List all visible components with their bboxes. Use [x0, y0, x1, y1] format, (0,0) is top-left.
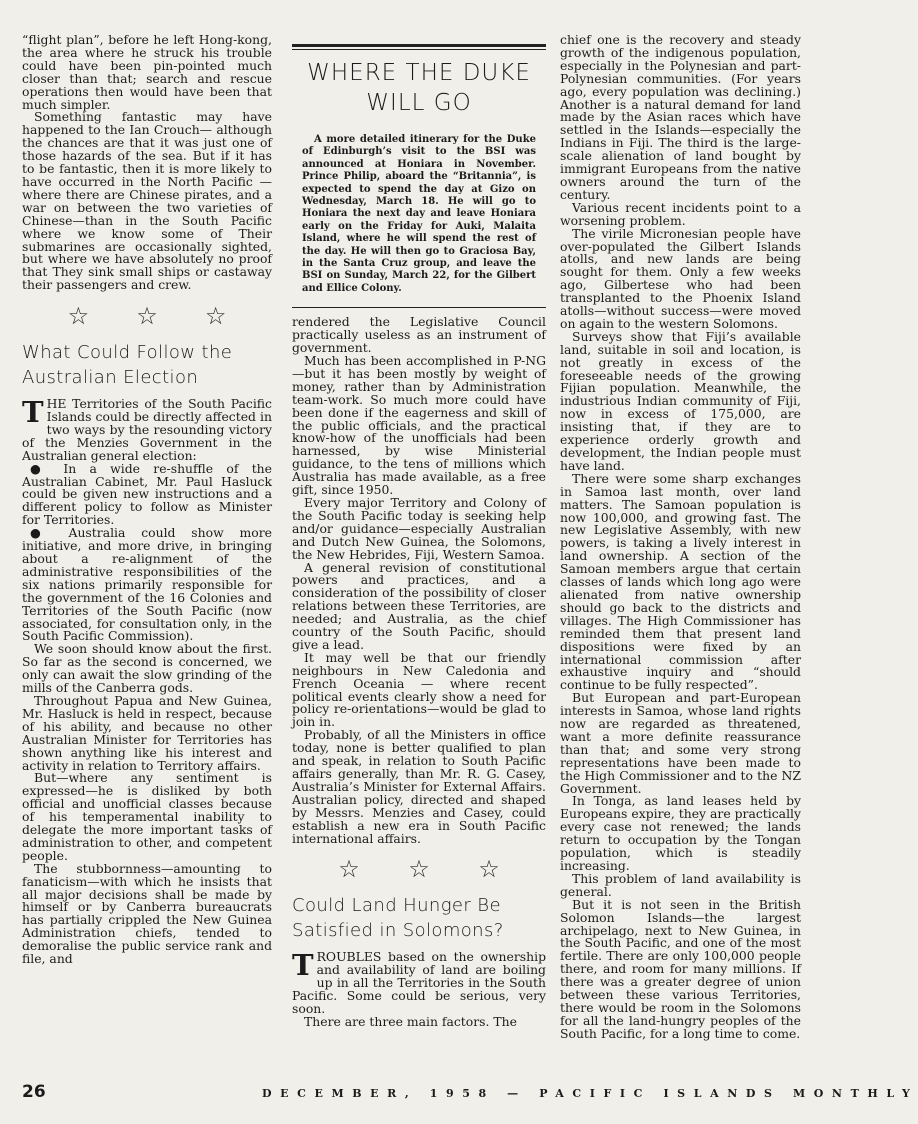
- article-paragraph: We soon should know about the first. So far as the second is concerned, we only can await the slow grinding of the mills of the Canberra gods.: [22, 641, 272, 696]
- article-headline: Could Land Hunger Be Satisfied in Solomons?: [292, 895, 504, 942]
- article-paragraph: It may well be that our friendly neighbours in New Caledonia and French Oceania — where recent political events clearly show a need for policy re-orientations—would be glad to join in.: [292, 649, 546, 730]
- drop-cap: T: [292, 948, 314, 983]
- section-divider-stars: [22, 302, 272, 331]
- article-paragraph: The stubbornness—amounting to fanaticism—with which he insists that all major decisions shall be made by himself or by Canberra bureaucrats has partially crippled the New Guinea Administration chiefs, tended to demoralise the public service rank and file, and: [22, 860, 272, 967]
- article-headline: What Could Follow the Australian Election: [22, 342, 233, 389]
- section-divider-stars: [292, 855, 546, 884]
- box-rule: [292, 307, 546, 308]
- article-paragraph: Surveys show that Fiji’s available land, suitable in soil and location, is not greatly in excess of the foreseeable needs of the growing Fijian population. Meanwhile, the industrious Indian community of Fiji, now in excess of 175,000, are insisting that, if they are to experience orderly growth and development, the Indian people must have land.: [560, 328, 801, 473]
- star-icon: ☆: [67, 302, 90, 331]
- feature-box: [292, 44, 546, 308]
- article-paragraph: Throughout Papua and New Guinea, Mr. Hasluck is held in respect, because of his ability, and because no other Australian Minister for Territories has shown anything like his interest and activity in relation to Territory affairs.: [22, 692, 272, 773]
- feature-box-title: WHERE THE DUKE WILL GO: [307, 60, 531, 116]
- article-paragraph: Various recent incidents point to a worsening problem.: [560, 199, 801, 228]
- star-icon: ☆: [408, 855, 430, 884]
- article-paragraph: rendered the Legislative Council practically useless as an instrument of government.: [292, 314, 546, 356]
- article-paragraph: In Tonga, as land leases held by Europeans expire, they are practically every case not renewed; the lands return to occupation by the Tongan population, which is steadily increasing.: [560, 793, 801, 873]
- article-paragraph: The virile Micronesian people have over-populated the Gilbert Islands atolls, and new lands are being sought for them. Only a few weeks ago, Gilbertese who had been transplanted to the Phoenix Island atolls—without success—were moved on again to the western Solomons.: [560, 225, 801, 331]
- page-footer: [22, 1082, 918, 1106]
- star-icon: ☆: [204, 302, 227, 331]
- column-3: [560, 34, 801, 1124]
- article-paragraph: But European and part-European interests in Samoa, whose land rights now are regarded as threatened, want a more definite reassurance than that; and some very strong representations have been made to the High Commissioner and to the NZ Government.: [560, 690, 801, 796]
- star-icon: ☆: [338, 855, 360, 884]
- article-paragraph: ● Australia could show more initiative, and more drive, in bringing about a re-alignment of the administrative responsibilities of the six nations primarily responsible for the government of the 16 Colonies and Territories of the South Pacific (now associated, for consultation only, in the South Pacific Commission).: [22, 525, 272, 644]
- article-paragraph: Much has been accomplished in P-NG—but it has been mostly by weight of money, rather than by Administration team-work. So much more could have been done if the eagerness and skill of the public officials, and the practical know-how of the unofficials had been harnessed, by wise Ministerial guidance, to the tens of millions which Australia has made available, as a free gift, since 1950.: [292, 353, 546, 498]
- column-1: [22, 34, 272, 1124]
- article-paragraph: chief one is the recovery and steady growth of the indigenous population, especially in the Polynesian and part-Polynesian communities. (For years ago, every population was declining.) Another is a natural demand for land made by the Asian races which have settled in the Islands—especially the Indians in Fiji. The third is the large-scale alienation of land bought by immigrant Europeans from the native owners around the turn of the century.: [560, 32, 801, 202]
- article-paragraph: But—where any sentiment is expressed—he is disliked by both official and unofficial classes because of his temperamental inability to delegate the more important tasks of administration to other, and competent people.: [22, 770, 272, 863]
- column-2: [292, 34, 546, 1124]
- drop-cap: T: [22, 395, 44, 430]
- article-paragraph: There are three main factors. The: [304, 1013, 517, 1029]
- intro-paragraph: “flight plan”, before he left Hong-kong, the area where he struck his trouble could have been pin-pointed much closer than that; search and rescue operations then would have been that much simpler.: [22, 32, 272, 112]
- article-paragraph: There were some sharp exchanges in Samoa last month, over land matters. The Samoan population is now 100,000, and growing fast. The new Legislative Assembly, with new powers, is taking a lively interest in land ownership. A section of the Samoan members argue that certain classes of lands which long ago were alienated from native ownership should go back to the districts and villages. The High Commissioner has reminded them that present land dispositions were fixed by an international commission after exhaustive inquiry and “should continue to be fully respected”.: [560, 470, 801, 693]
- article-lead-paragraph: TROUBLES based on the ownership and availability of land are boiling up in all the Territories in the South Pacific. Some could be serious, very soon.: [292, 948, 546, 1017]
- intro-paragraph: Something fantastic may have happened to the Ian Crouch— although the chances are that it was just one of those hazards of the sea. But if it has to be fantastic, then it is more likely to have occurred in the North Pacific —where there are Chinese pirates, and a war on between the two varieties of Chinese—than in the South Pacific where we know some of Their submarines are occasionally sighted, but where we have absolutely no proof that They sink small ships or castaway their passengers and crew.: [22, 109, 272, 293]
- feature-box-text: A more detailed itinerary for the Duke of Edinburgh’s visit to the BSI was announced at Honiara in November. Prince Philip, aboard the “Britannia”, is expected to spend the day at Gizo on Wednesday, March 18. He will go to Honiara the next day and leave Honiara early on the Friday for Auki, Malaita Island, where he will spend the rest of the day. He will then go to Graciosa Bay, in the Santa Cruz group, and leave the BSI on Sunday, March 22, for the Gilbert and Ellice Colony.: [302, 134, 536, 294]
- article-paragraph: Every major Territory and Colony of the South Pacific today is seeking help and/or guidance—especially Australian and Dutch New Guinea, the Solomons, the New Hebrides, Fiji, Western Samoa.: [292, 494, 546, 562]
- star-icon: ☆: [478, 855, 500, 884]
- article-paragraph: A general revision of constitutional powers and practices, and a consideration of the possibility of closer relations between these Territories, are needed; and Australia, as the chief country of the South Pacific, should give a lead.: [292, 559, 546, 652]
- article-paragraph: Probably, of all the Ministers in office today, none is better qualified to plan and speak, in relation to South Pacific affairs generally, than Mr. R. G. Casey, Australia’s Minister for External Affairs. Australian policy, directed and shaped by Messrs. Menzies and Casey, could establish a new era in South Pacific international affairs.: [292, 727, 546, 846]
- box-rule: [292, 44, 546, 47]
- page-number: 26: [22, 1082, 46, 1102]
- article-paragraph: This problem of land availability is general.: [560, 870, 801, 899]
- box-rule: [292, 49, 546, 50]
- issue-line: DECEMBER, 1958 — PACIFIC ISLANDS MONTHLY: [262, 1087, 918, 1100]
- article-paragraph: ● In a wide re-shuffle of the Australian Cabinet, Mr. Paul Hasluck could be given new instructions and a different policy to follow as Minister for Territories.: [22, 460, 272, 528]
- star-icon: ☆: [136, 302, 158, 331]
- article-lead-paragraph: THE Territories of the South Pacific Islands could be directly affected in two ways by the resounding victory of the Menzies Government in the Australian general election:: [22, 395, 272, 463]
- article-paragraph: But it is not seen in the British Solomon Islands—the largest archipelago, next to New Guinea, in the South Pacific, and one of the most fertile. There are only 100,000 people there, and room for many millions. If there was a greater degree of union between these various Territories, there would be room in the Solomons for all the land-hungry peoples of the South Pacific, for a long time to come.: [560, 896, 801, 1041]
